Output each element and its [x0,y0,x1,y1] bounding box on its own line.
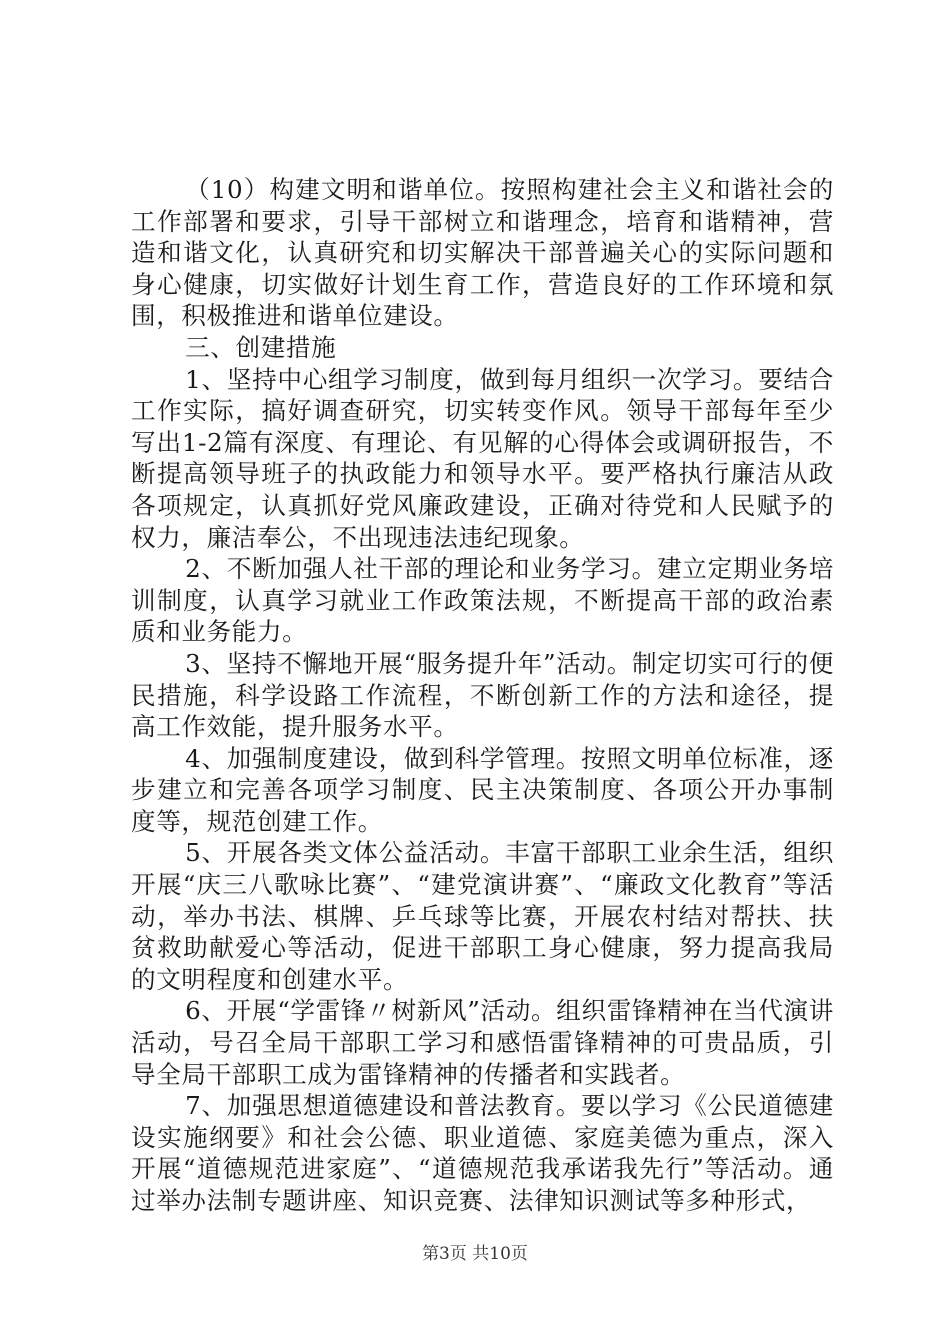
paragraph-measure-5: 5、开展各类文体公益活动。丰富干部职工业余生活，组织开展“庆三八歌咏比赛”、“建党演讲赛”、“廉政文化教育”等活动，举办书法、棋牌、乒乓球等比赛，开展农村结对帮扶、扶贫救助献爱心等活动，促进干部职工身心健康，努力提高我局的文明程度和创建水平。 [131,838,834,994]
paragraph-harmonious-unit: （10）构建文明和谐单位。按照构建社会主义和谐社会的工作部署和要求，引导干部树立和谐理念，培育和谐精神，营造和谐文化，认真研究和切实解决干部普遍关心的实际问题和身心健康，切实做好计划生育工作，营造良好的工作环境和氛围，积极推进和谐单位建设。 [131,175,834,331]
document-body [131,174,834,1217]
paragraph-measure-4: 4、加强制度建设，做到科学管理。按照文明单位标准，逐步建立和完善各项学习制度、民主决策制度、各项公开办事制度等，规范创建工作。 [131,743,834,836]
paragraph-measure-3: 3、坚持不懈地开展“服务提升年”活动。制定切实可行的便民措施，科学设路工作流程，不断创新工作的方法和途径，提高工作效能，提升服务水平。 [131,648,834,742]
section-heading-measures: 三、创建措施 [185,332,337,362]
paragraph-measure-6: 6、开展“学雷锋〃树新风”活动。组织雷锋精神在当代演讲活动，号召全局干部职工学习和感悟雷锋精神的可贵品质，引导全局干部职工成为雷锋精神的传播者和实践者。 [131,996,834,1089]
paragraph-measure-1: 1、坚持中心组学习制度，做到每月组织一次学习。要结合工作实际，搞好调查研究，切实转变作风。领导干部每年至少写出1-2篇有深度、有理论、有见解的心得体会或调研报告，不断提高领导班子的执政能力和领导水平。要严格执行廉洁从政各项规定，认真抓好党风廉政建设，正确对待党和人民赋予的权力，廉洁奉公，不出现违法违纪现象。 [131,364,834,552]
paragraph-measure-7: 7、加强思想道德建设和普法教育。要以学习《公民道德建设实施纲要》和社会公德、职业道德、家庭美德为重点，深入开展“道德规范进家庭”、“道德规范我承诺我先行”等活动。通过举办法制专题讲座、知识竞赛、法律知识测试等多种形式， [131,1091,834,1215]
paragraph-measure-2: 2、不断加强人社干部的理论和业务学习。建立定期业务培训制度，认真学习就业工作政策法规，不断提高干部的政治素质和业务能力。 [131,554,834,647]
page-number-footer: 第3页 共10页 [422,1244,528,1264]
